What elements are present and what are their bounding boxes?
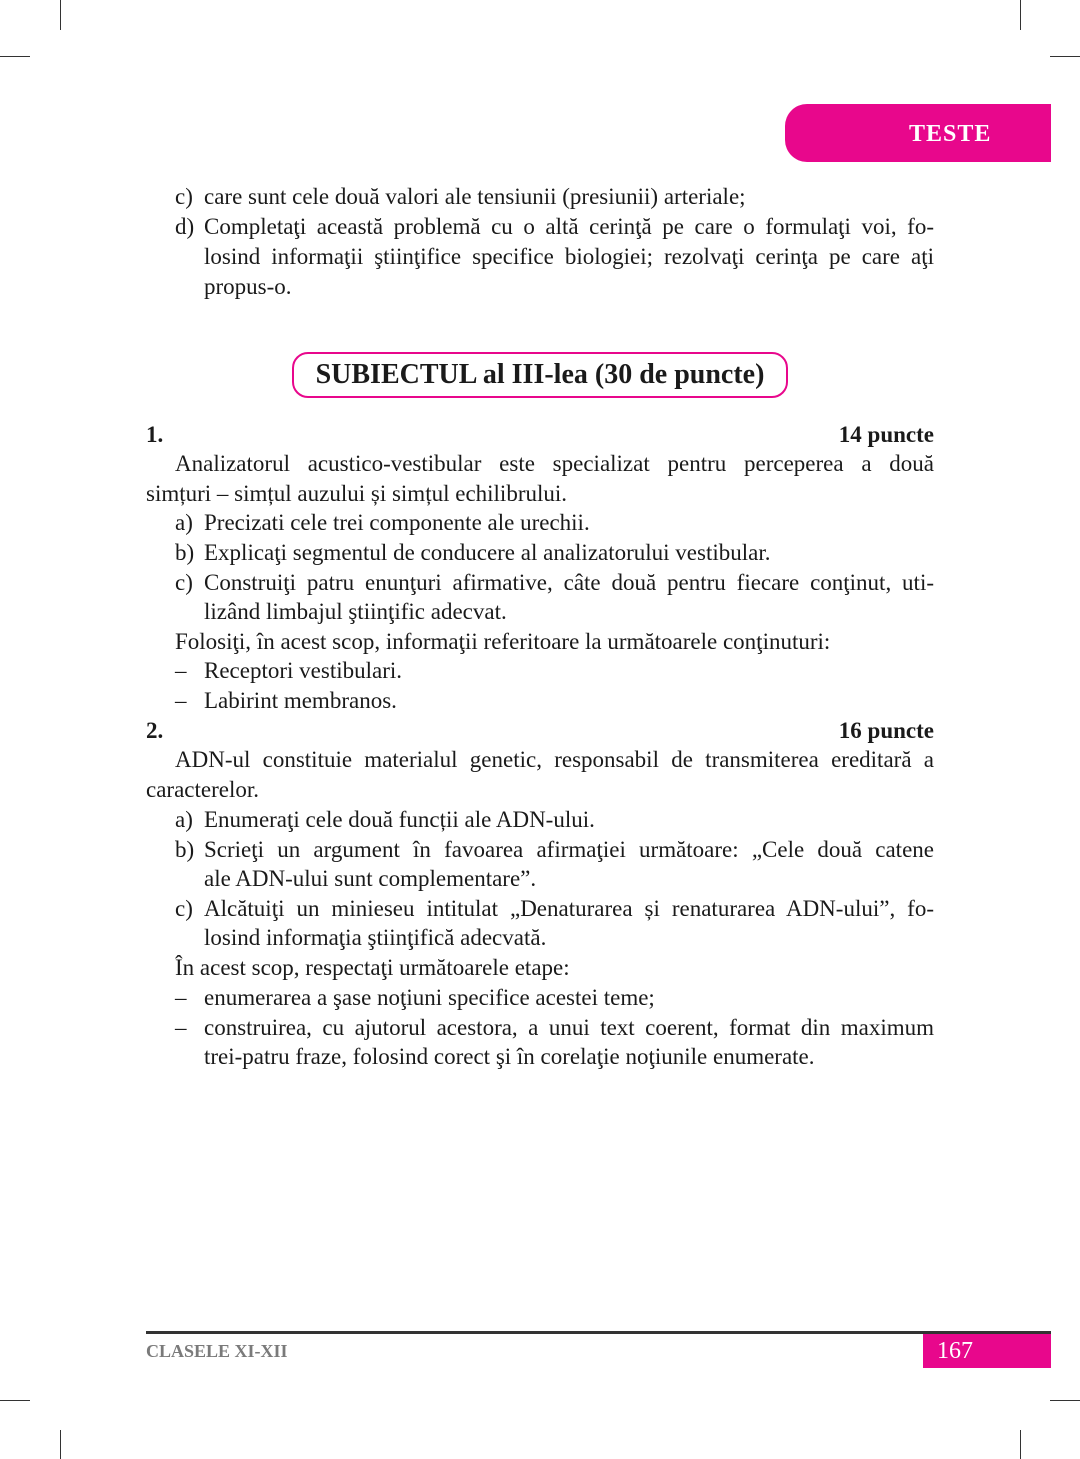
item-text: ale ADN-ului sunt complementare”.	[204, 866, 537, 891]
question-note: În acest scop, respectaţi următoarele etape:	[175, 955, 570, 980]
item-text: losind informaţii ştiinţifice specifice biologiei; rezolvaţi cerinţa pe care aţi	[204, 244, 934, 269]
question-note: Folosiţi, în acest scop, informaţii referitoare la următoarele conţinuturi:	[175, 629, 831, 654]
item-label: d)	[175, 214, 195, 239]
bullet-text: enumerarea a şase noţiuni specifice acestei teme;	[204, 985, 655, 1010]
item-text: lizând limbajul ştiinţific adecvat.	[204, 599, 507, 624]
subject-title: SUBIECTUL al III-lea (30 de puncte)	[292, 352, 788, 398]
item-label: c)	[175, 184, 193, 209]
page-number: 167	[923, 1334, 1051, 1368]
item-text: Precizati cele trei componente ale urechii.	[204, 510, 590, 535]
question-intro: ADN-ul constituie materialul genetic, responsabil de transmiterea ereditară a	[175, 747, 934, 772]
crop-mark	[1020, 1430, 1021, 1459]
question-intro: caracterelor.	[146, 777, 259, 802]
item-text: Enumeraţi cele două funcții ale ADN-ului.	[204, 807, 595, 832]
footer-title: CLASELE XI-XII	[146, 1341, 288, 1361]
bullet-dash: –	[175, 985, 187, 1010]
bullet-dash: –	[175, 688, 187, 713]
item-text: propus-o.	[204, 274, 292, 299]
bullet-text: Receptori vestibulari.	[204, 658, 402, 683]
section-tab-label: TESTE	[909, 121, 992, 147]
bullet-text: construirea, cu ajutorul acestora, a unui text coerent, format din maximum	[204, 1015, 934, 1040]
item-label: b)	[175, 540, 195, 565]
crop-mark	[60, 1430, 61, 1459]
item-label: a)	[175, 807, 193, 832]
footer-rule	[146, 1331, 1051, 1334]
item-label: c)	[175, 570, 193, 595]
section-tab	[785, 104, 1051, 162]
bullet-text: Labirint membranos.	[204, 688, 397, 713]
item-text: Alcătuiţi un minieseu intitulat „Denaturarea și renaturarea ADN-ului”, fo-	[204, 896, 934, 921]
item-text: Completaţi această problemă cu o altă cerinţă pe care o formulaţi voi, fo-	[204, 214, 934, 239]
crop-mark	[0, 56, 30, 57]
question-number: 1.	[146, 422, 164, 447]
question-number: 2.	[146, 718, 164, 743]
item-label: a)	[175, 510, 193, 535]
crop-mark	[1050, 1400, 1080, 1401]
item-text: care sunt cele două valori ale tensiunii (presiunii) arteriale;	[204, 184, 746, 209]
item-label: b)	[175, 837, 195, 862]
item-text: Construiţi patru enunţuri afirmative, câte două pentru fiecare conţinut, uti-	[204, 570, 934, 595]
crop-mark	[1020, 0, 1021, 30]
question-points: 14 puncte	[838, 422, 934, 447]
item-text: Scrieţi un argument în favoarea afirmaţiei următoare: „Cele două catene	[204, 837, 934, 862]
question-intro: Analizatorul acustico-vestibular este specializat pentru perceperea a două	[175, 451, 934, 476]
crop-mark	[0, 1400, 30, 1401]
crop-mark	[60, 0, 61, 30]
bullet-dash: –	[175, 658, 187, 683]
crop-mark	[1050, 56, 1080, 57]
item-text: losind informaţia ştiinţifică adecvată.	[204, 925, 547, 950]
bullet-text: trei-patru fraze, folosind corect şi în corelaţie noţiunile enumerate.	[204, 1044, 815, 1069]
item-label: c)	[175, 896, 193, 921]
question-intro: simțuri – simțul auzului și simțul echilibrului.	[146, 481, 568, 506]
bullet-dash: –	[175, 1015, 187, 1040]
question-points: 16 puncte	[838, 718, 934, 743]
item-text: Explicaţi segmentul de conducere al analizatorului vestibular.	[204, 540, 771, 565]
